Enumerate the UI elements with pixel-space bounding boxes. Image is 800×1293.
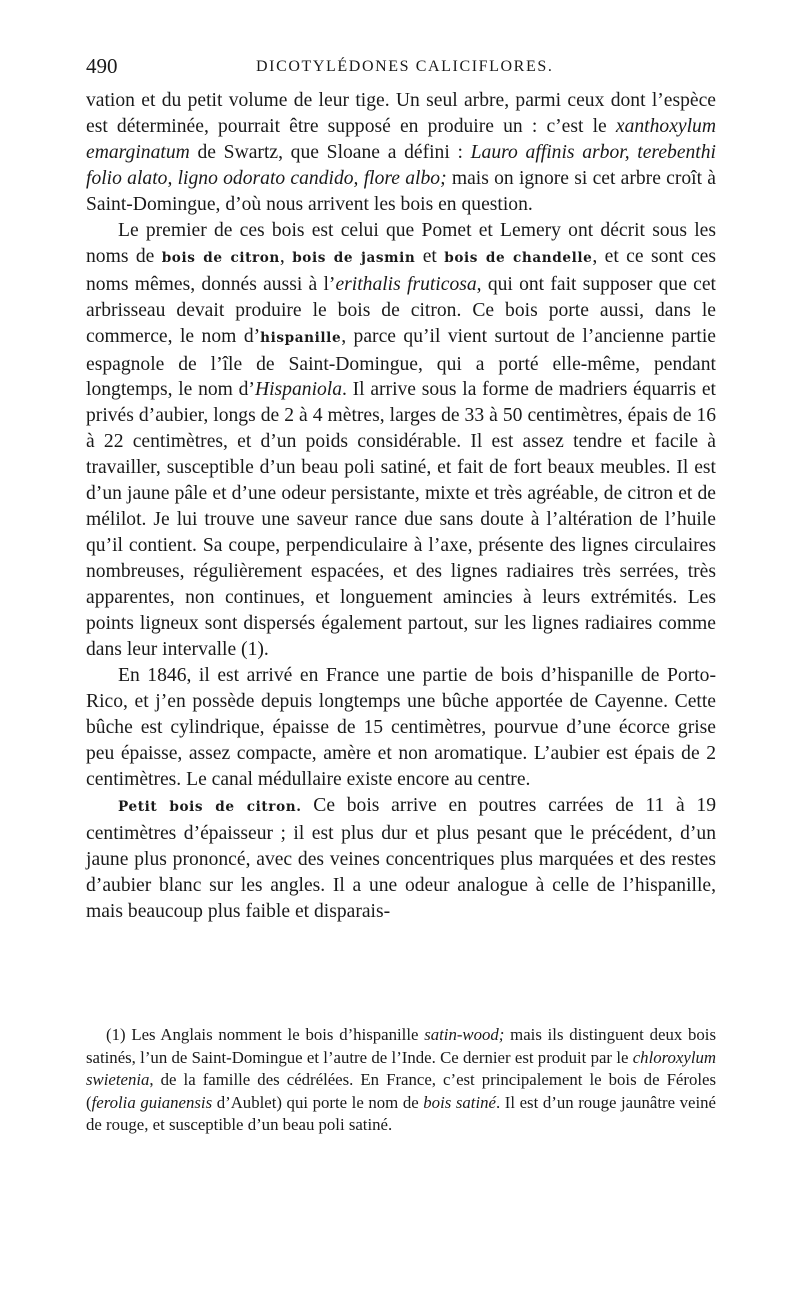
- species-name: chloroxylum swietenia: [86, 1047, 716, 1090]
- text-run: , de la famille des cédrélées. En France, c’est principalement le bois de Féroles (: [86, 1070, 716, 1112]
- species-name: ferolia guianensis: [91, 1092, 213, 1112]
- text-run: Le premier de ces bois est celui que Pomet et Lemery ont décrit sous les noms de: [86, 219, 716, 267]
- paragraph-continuation: [86, 88, 716, 218]
- term-hispanille: hispanille: [260, 329, 342, 346]
- running-head: DICOTYLÉDONES CALICIFLORES.: [256, 58, 554, 75]
- text-run: d’Aublet) qui porte le nom de: [212, 1092, 424, 1112]
- place-name: Hispaniola: [254, 379, 343, 401]
- latin-description: Lauro affinis arbor, terebenthi folio alato, ligno odorato candido, flore albo;: [86, 141, 716, 189]
- text-run: vation et du petit volume de leur tige. Un seul arbre, parmi ceux dont l’espèce est déterminée, pourrait être supposé en produire un : c’est le: [86, 90, 716, 137]
- text-run: mais on ignore si cet arbre croît à Saint-Domingue, d’où nous arrivent les bois en question.: [86, 167, 716, 215]
- text-run: , et ce sont ces noms mêmes, donnés aussi à l’: [86, 245, 716, 295]
- paragraph-bois-de-citron: [86, 218, 716, 663]
- text-run: (1) Les Anglais nomment le bois d’hispanille: [106, 1025, 425, 1044]
- body-text: [86, 88, 716, 925]
- text-run: mais ils distinguent deux bois satinés, l’un de Saint-Domingue et l’autre de l’Inde. Ce dernier est produit par le: [86, 1025, 716, 1067]
- term-satin-wood: satin-wood;: [424, 1025, 505, 1044]
- text-run: , qui ont fait supposer que cet arbrisseau devait produire le bois de citron. Ce bois porte aussi, dans le commerce, le nom d’: [86, 273, 716, 347]
- footnote-text: [86, 1024, 716, 1137]
- term-petit-bois-de-citron: Petit bois de citron.: [118, 798, 302, 815]
- text-run: et: [415, 245, 445, 267]
- paragraph-porto-rico: En 1846, il est arrivé en France une partie de bois d’hispanille de Porto-Rico, et j’en possède depuis longtemps une bûche apportée de Cayenne. Cette bûche est cylindrique, épaisse de 15 centimètres, pourvue d’une écorce grise peu épaisse, assez compacte, amère et non aromatique. L’aubier est épais de 2 centimètres. Le canal médullaire existe encore au centre.: [86, 664, 716, 790]
- footnote: [86, 1024, 716, 1137]
- species-name: erithalis fruticosa: [335, 273, 477, 295]
- page-header: [86, 52, 726, 88]
- text-run: , parce qu’il vient surtout de l’ancienne partie espagnole de l’île de Saint-Domingue, qui a porté elle-même, pendant longtemps, le nom d’: [86, 325, 716, 401]
- text-run: ,: [279, 245, 293, 267]
- text-run: Ce bois arrive en poutres carrées de 11 à 19 centimètres d’épaisseur ; il est plus dur et plus pesant que le précédent, d’un jaune plus prononcé, avec des veines concentriques plus marquées et des restes d’aubier blanc sur les angles. Il a une odeur analogue à celle de l’hispanille, mais beaucoup plus faible et disparais-: [86, 794, 716, 922]
- paragraph-petit-bois-de-citron: [86, 793, 716, 925]
- page-number: 490: [86, 54, 118, 78]
- text-run: de Swartz, que Sloane a défini :: [189, 141, 471, 163]
- text-run: . Il est d’un rouge jaunâtre veiné de rouge, et susceptible d’un beau poli satiné.: [86, 1092, 716, 1135]
- species-name: xanthoxylum emarginatum: [86, 115, 716, 163]
- term-bois-de-jasmin: bois de jasmin: [292, 249, 416, 266]
- term-bois-de-citron: bois de citron: [161, 249, 280, 266]
- text-run: . Il arrive sous la forme de madriers équarris et privés d’aubier, longs de 2 à 4 mètres, larges de 33 à 50 centimètres, épais de 16 à 22 centimètres, et d’un poids considérable. Il est assez tendre et facile à travailler, susceptible d’un beau poli satiné, et fait de fort beaux meubles. Il est d’un jaune pâle et d’une odeur persistante, mixte et très agréable, de citron et de mélilot. Je lui trouve une saveur rance due sans doute à l’altération de l’huile qu’il contient. Sa coupe, perpendiculaire à l’axe, présente des lignes circulaires nombreuses, régulièrement espacées, et des lignes radiaires très serrées, très apparentes, non continues, et longuement amincies à leurs extrémités. Les points ligneux sont dispersés également partout, sur les lignes radiaires comme dans leur intervalle (1).: [86, 379, 716, 661]
- term-bois-de-chandelle: bois de chandelle: [444, 249, 593, 266]
- term-bois-satine: bois satiné: [423, 1092, 496, 1112]
